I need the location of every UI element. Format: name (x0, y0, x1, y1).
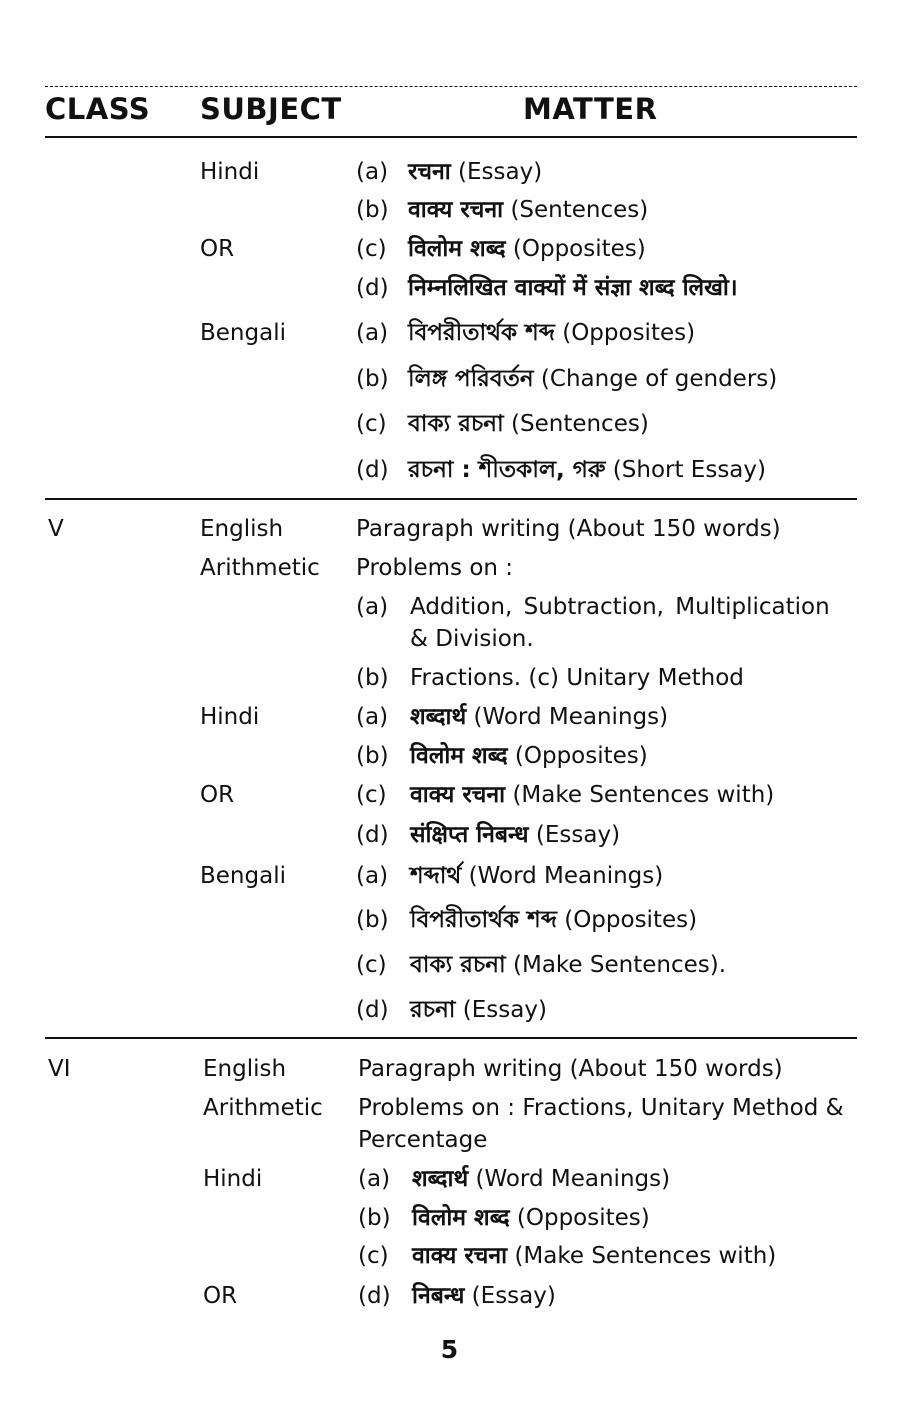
subject-label: Arithmetic (203, 1095, 323, 1121)
script-text: বাক্য রচনা (410, 952, 506, 978)
subject-label: English (200, 516, 284, 542)
matter-line: Fractions. (c) Unitary Method (410, 665, 744, 691)
matter-line (408, 318, 695, 348)
matter-line (410, 861, 663, 891)
class-label: VI (48, 1056, 71, 1082)
script-text: वाक्य रचना (412, 1243, 508, 1269)
item-label: (d) (356, 997, 389, 1023)
header-subject: SUBJECT (200, 92, 342, 126)
item-label: (b) (356, 907, 389, 933)
english-text: (Opposites) (505, 236, 646, 262)
subject-label: English (203, 1056, 287, 1082)
english-text: (Opposites) (554, 320, 696, 346)
english-text: (Sentences) (503, 197, 649, 223)
header-rule (45, 136, 857, 138)
matter-line (410, 702, 668, 732)
english-text: (Make Sentences with) (505, 782, 775, 808)
item-label: (b) (356, 665, 389, 691)
subject-label: Hindi (200, 704, 260, 730)
matter-line (410, 780, 774, 810)
header-class: CLASS (45, 92, 151, 126)
item-label: (c) (356, 952, 387, 978)
item-label: (a) (356, 704, 389, 730)
english-text: (Opposites) (509, 1205, 650, 1231)
section-rule-vi (45, 1037, 857, 1039)
item-label: (d) (356, 275, 389, 301)
english-text: (Essay) (464, 1283, 556, 1309)
matter-line (412, 1281, 556, 1311)
script-text: निबन्ध (412, 1283, 465, 1309)
english-text: (Word Meanings) (466, 704, 669, 730)
english-text: (Word Meanings) (468, 1166, 671, 1192)
item-label: (c) (356, 411, 387, 437)
matter-line (408, 195, 648, 225)
matter-line (412, 1241, 776, 1271)
english-text: (Sentences) (503, 411, 649, 437)
matter-line (408, 455, 766, 485)
script-text: शब्दार्थ (410, 704, 467, 730)
header-matter: MATTER (523, 92, 658, 126)
item-label: (c) (356, 236, 387, 262)
item-label: (b) (356, 197, 389, 223)
english-text: (Opposites) (556, 907, 698, 933)
script-text: विलोम शब्द (408, 236, 506, 262)
matter-line: Addition, Subtraction, Multiplication (410, 594, 830, 620)
script-text: विलोम शब्द (410, 743, 508, 769)
english-text: (Word Meanings) (461, 863, 664, 889)
matter-line: Problems on : Fractions, Unitary Method & (358, 1095, 844, 1121)
subject-label: OR (200, 782, 235, 808)
script-text: वाक्य रचना (408, 197, 504, 223)
subject-label: Arithmetic (200, 555, 320, 581)
english-text: (Make Sentences with) (507, 1243, 777, 1269)
matter-line (408, 157, 542, 187)
script-text: विलोम शब्द (412, 1205, 510, 1231)
matter-line (408, 234, 646, 264)
item-label: (d) (356, 457, 389, 483)
matter-line (408, 409, 649, 439)
item-label: (b) (356, 743, 389, 769)
matter-line (410, 741, 648, 771)
item-label: (d) (358, 1283, 391, 1309)
english-text: (Make Sentences). (505, 952, 727, 978)
script-text: রচনা (410, 997, 456, 1023)
matter-line-continued: Percentage (358, 1127, 488, 1153)
english-text: (Opposites) (507, 743, 648, 769)
script-text: संक्षिप्त निबन्ध (410, 822, 529, 848)
page-number: 5 (440, 1335, 459, 1364)
item-label: (c) (358, 1243, 389, 1269)
item-label: (b) (356, 366, 389, 392)
matter-line (408, 273, 738, 303)
english-text: (Essay) (455, 997, 547, 1023)
subject-label: Hindi (203, 1166, 263, 1192)
matter-line (410, 905, 697, 935)
top-rule (45, 86, 857, 87)
english-text: (Change of genders) (533, 366, 778, 392)
item-label: (a) (356, 320, 389, 346)
matter-line (408, 364, 777, 394)
matter-line-continued: & Division. (410, 626, 534, 652)
item-label: (a) (356, 594, 389, 620)
script-text: निम्नलिखित वाक्यों में संज्ञा शब्द लिखो। (408, 275, 738, 301)
subject-label: Bengali (200, 320, 286, 346)
item-label: (a) (358, 1166, 391, 1192)
matter-line (412, 1203, 650, 1233)
matter-line: Paragraph writing (About 150 words) (356, 516, 781, 542)
section-rule-v (45, 498, 857, 500)
subject-label: OR (203, 1283, 238, 1309)
subject-label: Hindi (200, 159, 260, 185)
item-label: (a) (356, 863, 389, 889)
script-text: रचना (408, 159, 451, 185)
english-text: (Essay) (528, 822, 621, 848)
item-label: (d) (356, 822, 389, 848)
script-text: লিঙ্গ পরিবর্তন (408, 366, 534, 392)
matter-line: Paragraph writing (About 150 words) (358, 1056, 783, 1082)
english-text: (Essay) (450, 159, 543, 185)
script-text: বিপরীতার্থক শব্দ (410, 907, 557, 933)
class-label: V (48, 516, 64, 542)
item-label: (a) (356, 159, 389, 185)
subject-label: OR (200, 236, 235, 262)
matter-line (410, 995, 547, 1025)
english-text: (Short Essay) (605, 457, 766, 483)
script-text: বাক্য রচনা (408, 411, 504, 437)
script-text: রচনা : শীতকাল, গরু (408, 457, 606, 483)
item-label: (b) (358, 1205, 391, 1231)
subject-label: Bengali (200, 863, 286, 889)
matter-line (410, 820, 620, 850)
matter-line (412, 1164, 670, 1194)
script-text: শব্দার্থ (410, 863, 462, 889)
matter-line (410, 950, 726, 980)
script-text: वाक्य रचना (410, 782, 506, 808)
script-text: বিপরীতার্থক শব্দ (408, 320, 555, 346)
item-label: (c) (356, 782, 387, 808)
script-text: शब्दार्थ (412, 1166, 469, 1192)
matter-line: Problems on : (356, 555, 514, 581)
